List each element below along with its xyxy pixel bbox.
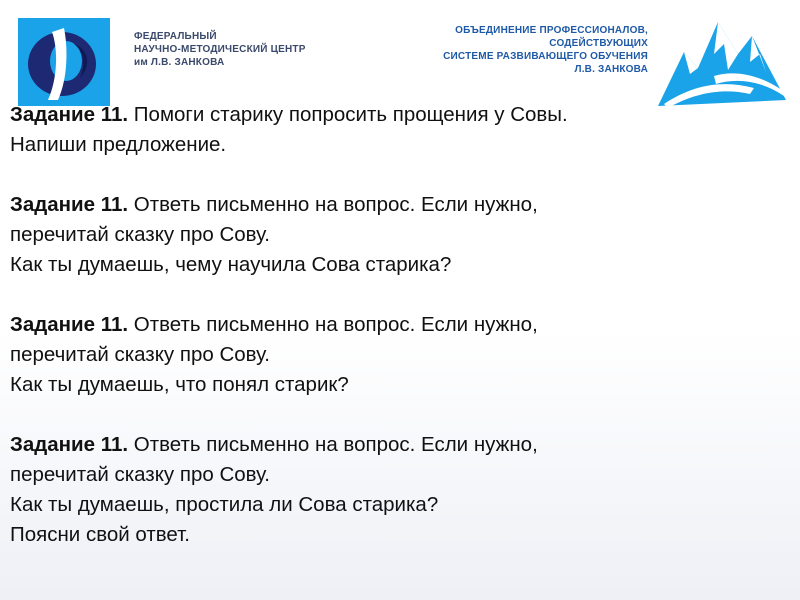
task-text-line: перечитай сказку про Сову. (10, 343, 270, 366)
left-org-line: им Л.В. ЗАНКОВА (134, 57, 225, 68)
task-text-line: Напиши предложение. (10, 133, 227, 156)
task-label: Задание 11. (10, 433, 129, 456)
task-text-line: Как ты думаешь, простила ли Сова старика? (10, 493, 439, 516)
task-text-line: Как ты думаешь, что понял старик? (10, 373, 349, 396)
federal-center-logo-icon (18, 18, 110, 106)
task-block (10, 190, 790, 280)
task-text-line: Поясни свой ответ. (10, 523, 190, 546)
right-organization-name (388, 24, 648, 76)
task-heading-line (10, 100, 790, 130)
task-heading-line (10, 190, 790, 220)
task-block (10, 430, 790, 550)
header (0, 0, 800, 110)
task-text: Помоги старику попросить прощения у Совы. (128, 103, 568, 126)
right-org-line: ОБЪЕДИНЕНИЕ ПРОФЕССИОНАЛОВ, (455, 25, 648, 36)
left-org-line: ФЕДЕРАЛЬНЫЙ (134, 31, 217, 42)
task-text: Ответь письменно на вопрос. Если нужно, (128, 313, 538, 336)
task-label: Задание 11. (10, 193, 129, 216)
task-block (10, 310, 790, 400)
left-organization-name (134, 30, 306, 69)
task-heading-line (10, 430, 790, 460)
task-label: Задание 11. (10, 103, 129, 126)
mountain-book-logo-icon (654, 14, 790, 110)
left-org-line: НАУЧНО-МЕТОДИЧЕСКИЙ ЦЕНТР (134, 44, 306, 55)
task-heading-line (10, 310, 790, 340)
right-org-line: СОДЕЙСТВУЮЩИХ (549, 38, 648, 49)
task-text-line: Как ты думаешь, чему научила Сова старика? (10, 253, 452, 276)
task-text-line: перечитай сказку про Сову. (10, 463, 270, 486)
task-text: Ответь письменно на вопрос. Если нужно, (128, 193, 538, 216)
task-label: Задание 11. (10, 313, 129, 336)
task-text: Ответь письменно на вопрос. Если нужно, (128, 433, 538, 456)
right-org-line: СИСТЕМЕ РАЗВИВАЮЩЕГО ОБУЧЕНИЯ (443, 51, 648, 62)
task-block (10, 100, 790, 160)
task-list (10, 100, 790, 550)
right-org-line: Л.В. ЗАНКОВА (574, 64, 648, 75)
task-text-line: перечитай сказку про Сову. (10, 223, 270, 246)
